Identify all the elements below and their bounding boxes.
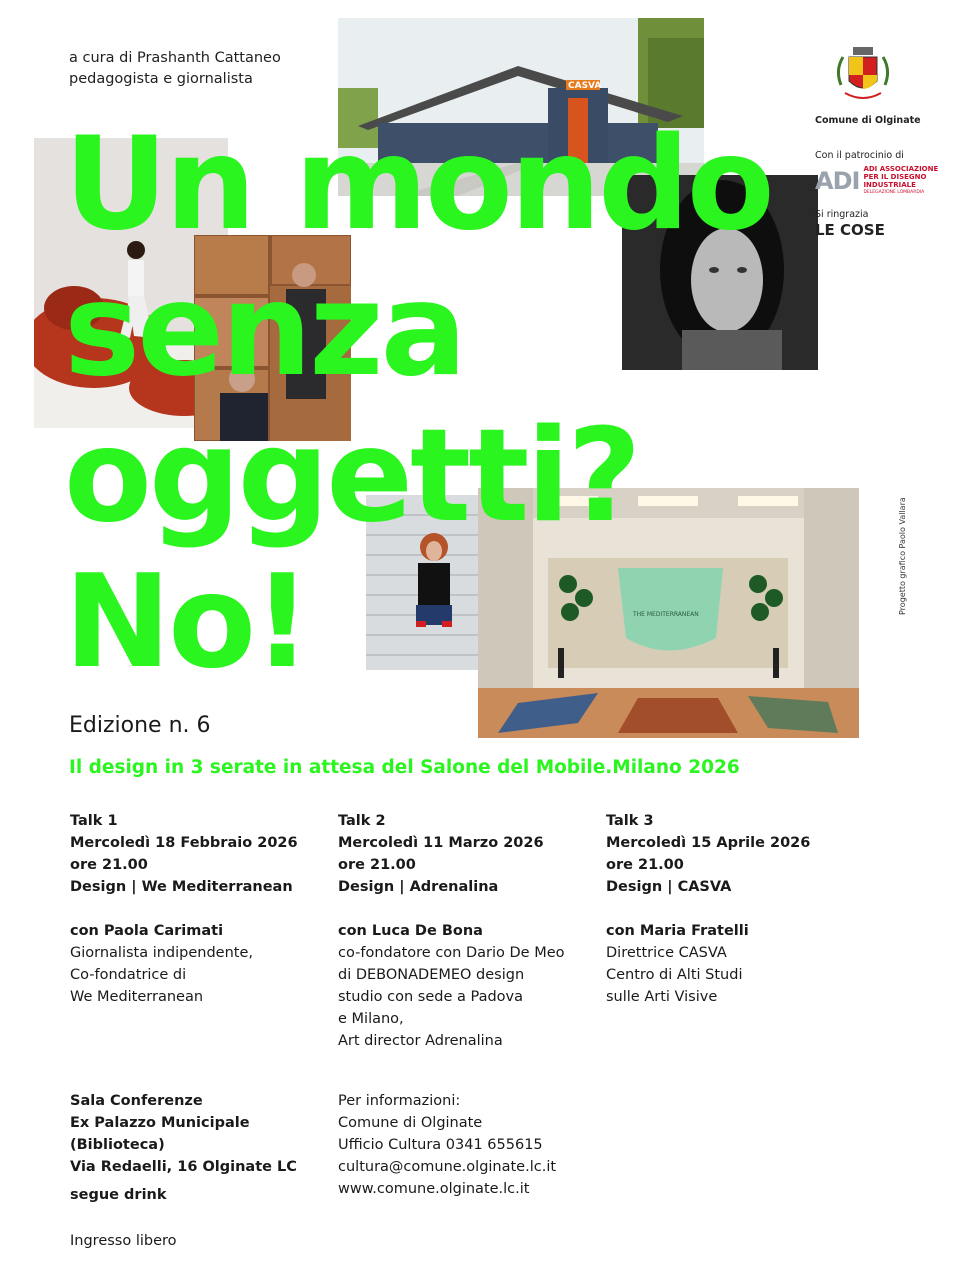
talk-bio-line: studio con sede a Padova xyxy=(338,989,524,1005)
talk-title: Talk 2 xyxy=(338,813,386,829)
talk-topic: Design | CASVA xyxy=(606,879,732,895)
curator-name: a cura di Prashanth Cattaneo xyxy=(69,50,281,66)
curator-credit xyxy=(69,48,281,90)
talk-time: ore 21.00 xyxy=(70,857,148,873)
thanks-name: LE COSE xyxy=(815,221,885,239)
edition-number: Edizione n. 6 xyxy=(69,713,211,738)
adi-name: ADI ASSOCIAZIONE PER IL DISEGNO INDUSTRIALE xyxy=(863,165,939,189)
talk-bio-line: co-fondatore con Dario De Meo xyxy=(338,945,565,961)
adi-sub: DELEGAZIONE LOMBARDIA xyxy=(863,190,925,195)
sponsor-block xyxy=(815,45,945,239)
curator-role: pedagogista e giornalista xyxy=(69,71,253,87)
talk-1 xyxy=(70,810,330,1008)
talk-title: Talk 1 xyxy=(70,813,118,829)
talk-2 xyxy=(338,810,598,1052)
adi-logo xyxy=(815,165,945,197)
talk-bio-line: We Mediterranean xyxy=(70,989,204,1005)
talk-date: Mercoledì 11 Marzo 2026 xyxy=(338,835,544,851)
contact-phone: Ufficio Cultura 0341 655615 xyxy=(338,1137,543,1153)
casva-sign-text: CASVA xyxy=(568,81,602,91)
contact-line: Per informazioni: xyxy=(338,1093,461,1109)
talk-date: Mercoledì 15 Aprile 2026 xyxy=(606,835,811,851)
talk-time: ore 21.00 xyxy=(338,857,416,873)
contact-website-link[interactable]: www.comune.olginate.lc.it xyxy=(338,1181,530,1197)
talk-guest: con Paola Carimati xyxy=(70,923,224,939)
talk-bio-line: Co-fondatrice di xyxy=(70,967,187,983)
venue-line: (Biblioteca) xyxy=(70,1137,165,1153)
venue-line: Via Redaelli, 16 Olginate LC xyxy=(70,1159,297,1175)
patronage-label: Con il patrocinio di xyxy=(815,150,904,161)
venue-block xyxy=(70,1090,320,1178)
talk-bio-line: Art director Adrenalina xyxy=(338,1033,503,1049)
talk-time: ore 21.00 xyxy=(606,857,684,873)
venue-line: Ex Palazzo Municipale xyxy=(70,1115,250,1131)
headline-line-4: No! xyxy=(64,548,309,697)
talk-topic: Design | Adrenalina xyxy=(338,879,499,895)
municipality-name: Comune di Olginate xyxy=(815,115,921,126)
contact-block xyxy=(338,1090,598,1200)
event-subtitle: Il design in 3 serate in attesa del Salone del Mobile.Milano 2026 xyxy=(69,757,740,778)
talk-bio-line: Giornalista indipendente, xyxy=(70,945,254,961)
contact-line: Comune di Olginate xyxy=(338,1115,483,1131)
talk-bio-line: e Milano, xyxy=(338,1011,404,1027)
design-credit-text: Progetto grafico Paolo Vallara xyxy=(898,497,907,615)
talk-bio-line: sulle Arti Visive xyxy=(606,989,718,1005)
contact-email-link[interactable]: cultura@comune.olginate.lc.it xyxy=(338,1159,557,1175)
entry-note: Ingresso libero xyxy=(70,1233,177,1249)
drink-note: segue drink xyxy=(70,1187,167,1203)
olginate-crest-icon xyxy=(833,45,893,107)
headline-line-1: Un mondo xyxy=(64,110,772,259)
talk-bio-line: Centro di Alti Studi xyxy=(606,967,743,983)
talk-guest: con Luca De Bona xyxy=(338,923,483,939)
headline-line-2: senza xyxy=(64,256,464,405)
main-headline xyxy=(64,112,772,696)
talk-guest: con Maria Fratelli xyxy=(606,923,749,939)
design-credit xyxy=(898,485,928,615)
venue-line: Sala Conferenze xyxy=(70,1093,203,1109)
adi-mark: ADI xyxy=(815,167,860,195)
headline-line-3: oggetti? xyxy=(64,402,639,551)
talk-bio-line: Direttrice CASVA xyxy=(606,945,727,961)
banner-text: THE MEDITERRANEAN xyxy=(633,611,699,618)
talk-3 xyxy=(606,810,846,1008)
talk-title: Talk 3 xyxy=(606,813,654,829)
talk-date: Mercoledì 18 Febbraio 2026 xyxy=(70,835,298,851)
talk-topic: Design | We Mediterranean xyxy=(70,879,293,895)
talk-bio-line: di DEBONADEMEO design xyxy=(338,967,525,983)
thanks-label: Si ringrazia xyxy=(815,209,869,220)
